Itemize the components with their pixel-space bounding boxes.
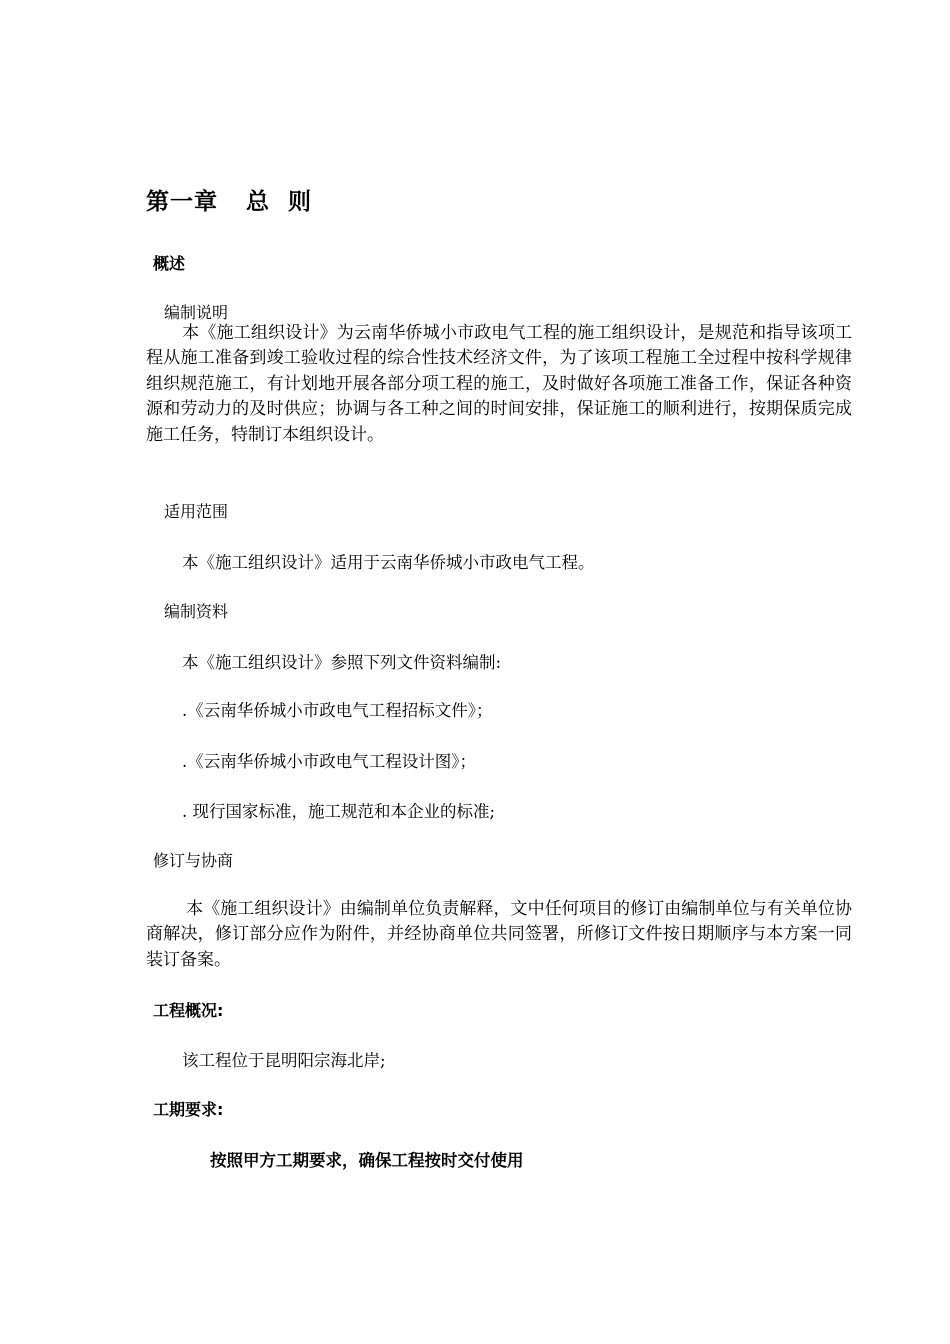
schedule-text: 按照甲方工期要求，确保工程按时交付使用 (210, 1151, 524, 1170)
references-intro: 本《施工组织设计》参照下列文件资料编制: (182, 653, 502, 672)
compilation-notes-text: 本《施工组织设计》为云南华侨城小市政电气工程的施工组织设计，是规范和指导该项工程从施工准备到竣工验收过程的综合性技术经济文件，为了该项工程施工全过程中按科学规律组织规范施工，有计划地开展各部分项工程的施工，及时做好各项施工准备工作，保证各种资源和劳动力的及时供应；协调与各工种之间的时间安排，保证施工的顺利进行，按期保质完成施工任务，特制订本组织设计。 (146, 323, 852, 445)
overview-heading: 概述 (153, 254, 186, 273)
chapter-number: 第一章 (146, 189, 218, 215)
reference-item: .《云南华侨城小市政电气工程招标文件》； (182, 701, 493, 720)
references-heading: 编制资料 (164, 602, 229, 621)
reference-item: .《云南华侨城小市政电气工程设计图》； (182, 752, 476, 771)
project-overview-text: 该工程位于昆明阳宗海北岸; (182, 1051, 386, 1070)
scope-heading: 适用范围 (164, 502, 229, 521)
compilation-notes-paragraph (146, 321, 852, 448)
revision-paragraph (146, 897, 852, 973)
project-overview-heading: 工程概况: (153, 1001, 224, 1020)
reference-item: . 现行国家标准，施工规范和本企业的标准; (182, 802, 496, 821)
chapter-title (146, 183, 312, 216)
chapter-name: 总 则 (246, 189, 313, 215)
compilation-notes-heading: 编制说明 (164, 303, 229, 322)
revision-text: 本《施工组织设计》由编制单位负责解释，文中任何项目的修订由编制单位与有关单位协商解决，修订部分应作为附件，并经协商单位共同签署，所修订文件按日期顺序与本方案一同装订备案。 (146, 899, 852, 970)
schedule-heading: 工期要求: (153, 1100, 224, 1119)
scope-text: 本《施工组织设计》适用于云南华侨城小市政电气工程。 (182, 553, 595, 572)
revision-heading: 修订与协商 (153, 851, 234, 870)
